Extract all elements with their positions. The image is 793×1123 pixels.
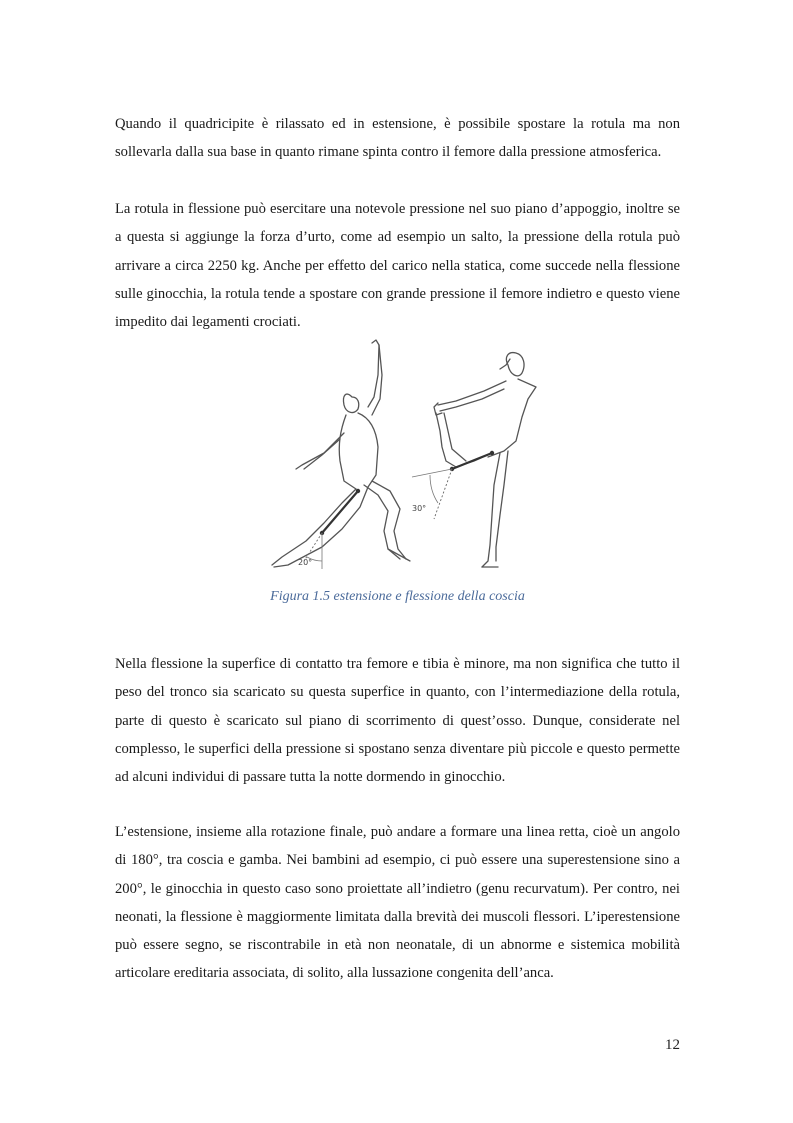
figure-illustration xyxy=(260,335,560,580)
angle-label-left: 20° xyxy=(298,558,313,567)
left-figure-drawing xyxy=(272,340,410,569)
angle-label-right: 30° xyxy=(412,504,427,513)
figure-caption: Figura 1.5 estensione e flessione della coscia xyxy=(270,589,525,604)
paragraph-rotula-flessione: La rotula in flessione può esercitare una notevole pressione nel suo piano d’appoggio, inoltre se a questa si aggiunge la forza d’urto, come ad esempio un salto, la pressione della rotula può arrivare a circa 2250 kg. Anche per effetto del carico nella statica, come succede nella flessione sulle ginocchia, la rotula tende a spostare con grande pressione il femore indietro e questo viene impedito dai legamenti crociati. xyxy=(115,201,680,331)
paragraph-estensione: L’estensione, insieme alla rotazione finale, può andare a formare una linea retta, cioè un angolo di 180°, tra coscia e gamba. Nei bambini ad esempio, ci può essere una superestensione sino a 200°, le ginocchia in questo caso sono proiettate all’indietro (genu recurvatum). Per contro, nei neonati, la flessione è maggiormente limitata dalla brevità dei muscoli flessori. L’iperestensione può essere segno, se riscontrabile in età non neonatale, di un abnorme e sistemica mobilità articolare ereditaria associata, di solito, alla lussazione congenita dell’anca. xyxy=(115,824,680,982)
page-number: 12 xyxy=(665,1037,680,1053)
figure-knee-extension-flexion xyxy=(260,335,560,580)
paragraph-superfice-contatto: Nella flessione la superfice di contatto tra femore e tibia è minore, ma non significa che tutto il peso del tronco sia scaricato su questa superfice in quanto, con l’intermediazione della rotula, parte di questo è scaricato sul piano di scorrimento di quest’osso. Dunque, considerate nel complesso, le superfici della pressione si spostano senza diventare più piccole e questo permette ad alcuni individui di passare tutta la notte dormendo in ginocchio. xyxy=(115,656,680,786)
paragraph-quadricipite: Quando il quadricipite è rilassato ed in estensione, è possibile spostare la rotula ma non sollevarla dalla sua base in quanto rimane spinta contro il femore dalla pressione atmosferica. xyxy=(115,116,680,161)
right-figure-drawing xyxy=(412,353,536,567)
